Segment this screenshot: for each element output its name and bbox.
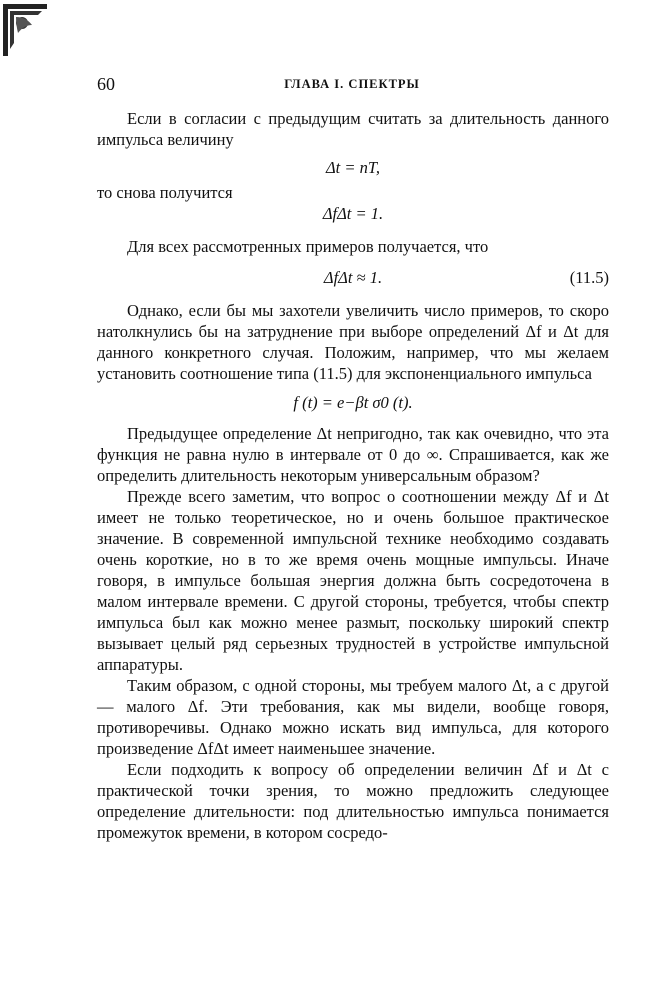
numbered-equation <box>97 267 609 288</box>
paragraph: Таким образом, с одной стороны, мы требуем малого Δt, а с другой — малого Δf. Эти требования, как мы видели, вообще говоря, противоречивы. Однако можно искать вид импульса, для которого произведение ΔfΔt имеет наименьшее значение. <box>97 676 609 758</box>
paragraph: Для всех рассмотренных примеров получается, что <box>127 237 489 256</box>
equation: ΔfΔt ≈ 1. <box>323 268 383 287</box>
corner-ornament <box>2 3 48 57</box>
equation: Δt = nT, <box>326 158 380 177</box>
paragraph: Прежде всего заметим, что вопрос о соотношении между Δf и Δt имеет не только теоретическое, но и очень большое практическое значение. В современной импульсной технике необходимо создавать очень короткие, но в то же время очень мощные импульсы. Иначе говоря, в импульсе большая энергия должна быть сосредоточена в малом интервале времени. С другой стороны, требуется, чтобы спектр импульса был как можно менее размыт, поскольку широкий спектр вызывает целый ряд серьезных трудностей в устройстве импульсной аппаратуры. <box>97 487 609 674</box>
paragraph: то снова получится <box>97 183 233 202</box>
equation: ΔfΔt = 1. <box>322 204 384 223</box>
page-number: 60 <box>97 74 115 94</box>
equation: f (t) = e−βt σ0 (t). <box>293 393 413 412</box>
paragraph: Однако, если бы мы захотели увеличить число примеров, то скоро натолкнулись бы на затруднение при выборе определений Δf и Δt для данного конкретного случая. Положим, например, что мы желаем установить соотношение типа (11.5) для экспоненциального импульса <box>97 301 609 383</box>
running-title: ГЛАВА I. СПЕКТРЫ <box>284 77 420 91</box>
paragraph: Если в согласии с предыдущим считать за длительность данного импульса величину <box>97 109 609 149</box>
page-header <box>97 74 607 96</box>
equation-number: (11.5) <box>569 268 609 287</box>
page-body <box>97 108 609 843</box>
paragraph: Предыдущее определение Δt непригодно, так как очевидно, что эта функция не равна нулю в интервале от 0 до ∞. Спрашивается, как же определить длительность некоторым универсальным образом? <box>97 424 609 485</box>
paragraph: Если подходить к вопросу об определении величин Δf и Δt с практической точки зрения, то можно предложить следующее определение длительности: под длительностью импульса понимается промежуток времени, в котором сосредо- <box>97 760 609 842</box>
